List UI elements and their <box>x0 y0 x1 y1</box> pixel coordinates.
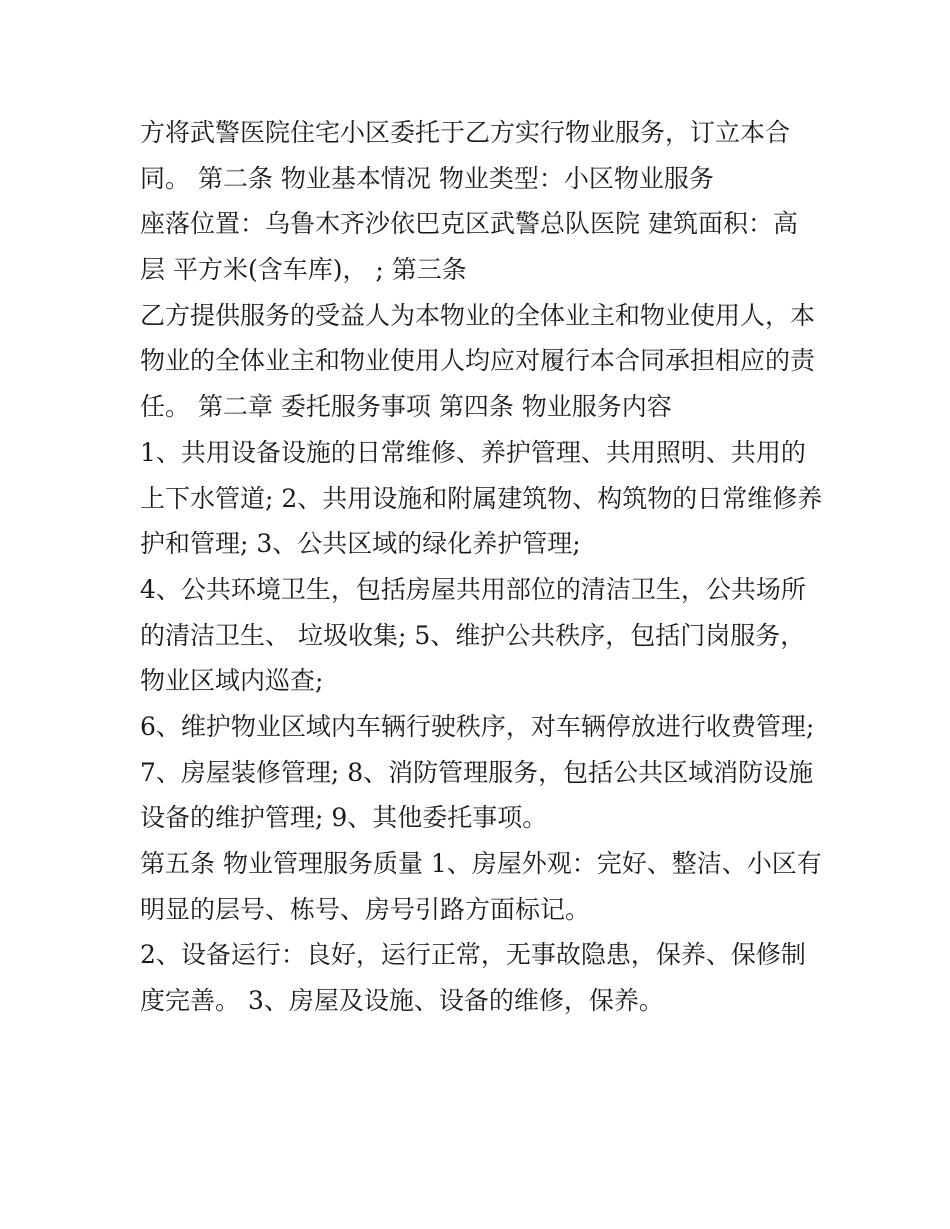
text-line: 2、设备运行：良好，运行正常，无事故隐患，保养、保修制 <box>140 940 806 970</box>
text-line: 上下水管道; 2、共用设施和附属建筑物、构筑物的日常维修养 <box>140 483 823 513</box>
text-line: 7、房屋装修管理; 8、消防管理服务，包括公共区域消防设施 <box>140 757 814 787</box>
text-line: 层 平方米(含车库)， ; 第三条 <box>140 255 467 285</box>
text-line: 4、公共环境卫生，包括房屋共用部位的清洁卫生，公共场所 <box>140 574 806 604</box>
text-line: 设备的维护管理; 9、其他委托事项。 <box>140 803 548 833</box>
text-line: 1、共用设备设施的日常维修、养护管理、共用照明、共用的 <box>140 437 806 467</box>
text-line: 的清洁卫生、 垃圾收集; 5、维护公共秩序，包括门岗服务， <box>140 620 806 650</box>
text-line: 明显的层号、栋号、房号引路方面标记。 <box>140 894 591 924</box>
text-line: 护和管理; 3、公共区域的绿化养护管理; <box>140 529 581 559</box>
text-line: 第五条 物业管理服务质量 1、房屋外观：完好、整洁、小区有 <box>140 849 822 878</box>
text-line: 6、维护物业区域内车辆行驶秩序，对车辆停放进行收费管理; <box>140 711 815 741</box>
text-line: 座落位置：乌鲁木齐沙依巴克区武警总队医院 建筑面积：高 <box>140 209 798 239</box>
text-line: 度完善。 3、房屋及设施、设备的维修，保养。 <box>140 986 664 1016</box>
contract-body-text <box>140 110 823 1024</box>
text-line: 物业的全体业主和物业使用人均应对履行本合同承担相应的责 <box>140 346 816 376</box>
text-line: 同。 第二条 物业基本情况 物业类型：小区物业服务 <box>140 163 714 193</box>
text-line: 乙方提供服务的受益人为本物业的全体业主和物业使用人，本 <box>140 300 816 330</box>
text-line: 任。 第二章 委托服务事项 第四条 物业服务内容 <box>140 392 672 422</box>
text-line: 方将武警医院住宅小区委托于乙方实行物业服务，订立本合 <box>140 118 791 147</box>
text-line: 物业区域内巡查; <box>140 666 324 696</box>
